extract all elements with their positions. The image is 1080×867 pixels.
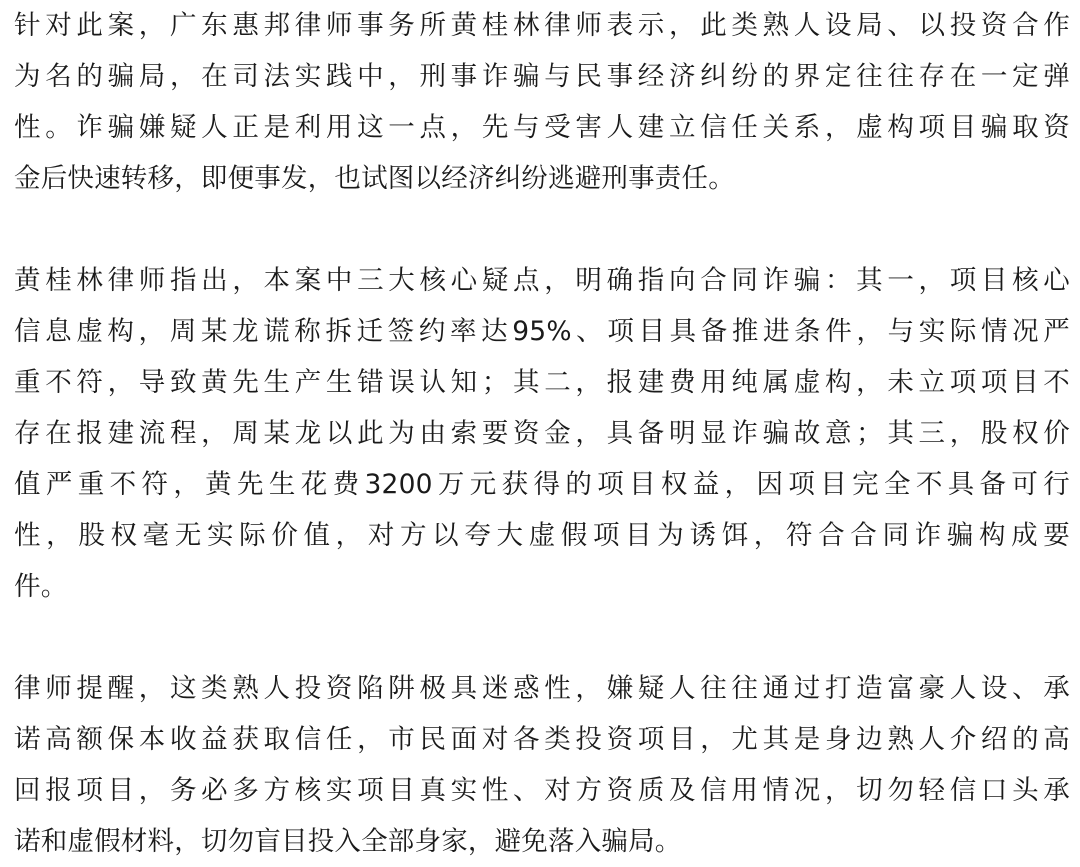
text-line: 性。诈骗嫌疑人正是利用这一点，先与受害人建立信任关系，虚构项目骗取资 (14, 112, 1070, 143)
text-line: 件。 (14, 571, 68, 602)
text-line: 针对此案，广东惠邦律师事务所黄桂林律师表示，此类熟人设局、以投资合作 (14, 10, 1070, 41)
text-line: 性，股权毫无实际价值，对方以夸大虚假项目为诱饵，符合合同诈骗构成要 (14, 520, 1070, 551)
text-line: 黄桂林律师指出，本案中三大核心疑点，明确指向合同诈骗：其一，项目核心 (14, 265, 1070, 296)
article-body (14, 0, 1070, 867)
text-line: 信息虚构，周某龙谎称拆迁签约率达95%、项目具备推进条件，与实际情况严 (14, 316, 1070, 347)
text-line: 重不符，导致黄先生产生错误认知；其二，报建费用纯属虚构，未立项项目不 (14, 367, 1070, 398)
paragraph-lawyer-reminder (14, 663, 1070, 867)
text-line: 回报项目，务必多方核实项目真实性、对方资质及信用情况，切勿轻信口头承 (14, 775, 1070, 806)
text-line: 为名的骗局，在司法实践中，刑事诈骗与民事经济纠纷的界定往往存在一定弹 (14, 61, 1070, 92)
text-line: 存在报建流程，周某龙以此为由索要资金，具备明显诈骗故意；其三，股权价 (14, 418, 1070, 449)
text-line: 值严重不符，黄先生花费3200万元获得的项目权益，因项目完全不具备可行 (14, 469, 1070, 500)
text-line: 律师提醒，这类熟人投资陷阱极具迷惑性，嫌疑人往往通过打造富豪人设、承 (14, 673, 1070, 704)
text-line: 诺高额保本收益获取信任，市民面对各类投资项目，尤其是身边熟人介绍的高 (14, 724, 1070, 755)
paragraph-lawyer-statement (14, 0, 1070, 204)
text-line: 诺和虚假材料，切勿盲目投入全部身家，避免落入骗局。 (14, 826, 682, 857)
text-line: 金后快速转移，即便事发，也试图以经济纠纷逃避刑事责任。 (14, 163, 735, 194)
paragraph-key-doubts (14, 255, 1070, 612)
